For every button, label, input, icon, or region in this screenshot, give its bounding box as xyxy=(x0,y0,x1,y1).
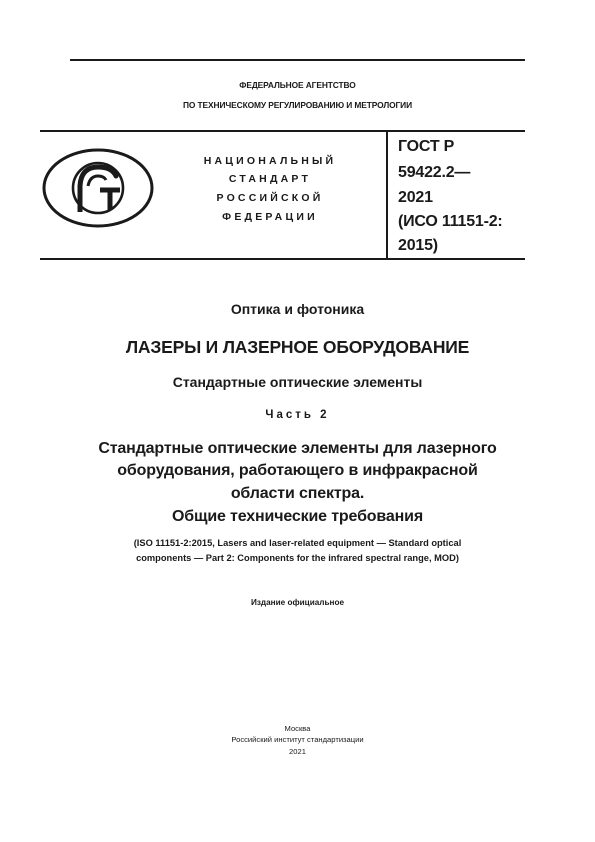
agency-line-1: ФЕДЕРАЛЬНОЕ АГЕНТСТВО xyxy=(239,80,356,90)
edition-note: Издание официальное xyxy=(250,598,345,607)
designation-rule xyxy=(40,258,525,260)
field-title: Оптика и фотоника xyxy=(230,301,365,317)
standard-type-line-3: РОССИЙСКОЙ xyxy=(216,192,324,204)
designation-line-5: 2015) xyxy=(398,237,438,254)
footer-publisher: Российский институт стандартизации xyxy=(231,735,364,744)
header-rule xyxy=(40,130,525,132)
iso-reference-line-1: (ISO 11151-2:2015, Lasers and laser-related equipment — Standard optical xyxy=(133,538,462,548)
footer-year: 2021 xyxy=(289,747,306,756)
standard-type-line-4: ФЕДЕРАЦИИ xyxy=(222,211,318,223)
top-rule xyxy=(70,59,525,61)
standard-type-line-2: СТАНДАРТ xyxy=(228,173,312,185)
part-label: Часть 2 xyxy=(265,409,330,421)
designation-line-2: 59422.2— xyxy=(398,164,471,181)
agency-line-2: ПО ТЕХНИЧЕСКОМУ РЕГУЛИРОВАНИЮ И МЕТРОЛОГИИ xyxy=(182,100,413,110)
standard-type-line-1: НАЦИОНАЛЬНЫЙ xyxy=(203,155,337,167)
designation-line-4: (ИСО 11151-2: xyxy=(398,213,503,230)
designation-divider xyxy=(386,130,388,258)
part-title-line-4: Общие технические требования xyxy=(171,508,424,525)
part-title-line-1: Стандартные оптические элементы для лазерного xyxy=(98,440,497,457)
part-title-line-2: оборудования, работающего в инфракрасной xyxy=(117,462,478,479)
rst-logo xyxy=(40,146,158,230)
subtitle: Стандартные оптические элементы xyxy=(172,374,423,390)
footer-city: Москва xyxy=(284,724,311,733)
part-title-line-3: области спектра. xyxy=(230,485,365,502)
iso-reference-line-2: components — Part 2: Components for the infrared spectral range, MOD) xyxy=(136,553,459,563)
main-title: ЛАЗЕРЫ И ЛАЗЕРНОЕ ОБОРУДОВАНИЕ xyxy=(125,337,470,357)
designation-line-1: ГОСТ Р xyxy=(398,138,455,155)
rst-logo-icon xyxy=(40,146,158,230)
designation-line-3: 2021 xyxy=(398,189,433,206)
